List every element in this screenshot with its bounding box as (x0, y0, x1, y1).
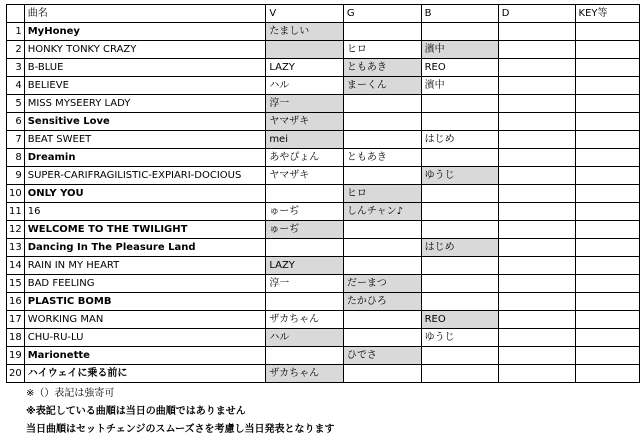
drums-cell (498, 203, 575, 221)
vocal-cell: LAZY (266, 257, 344, 275)
song-title: RAIN IN MY HEART (24, 257, 266, 275)
vocal-cell: 淳一 (266, 95, 344, 113)
key-cell (575, 167, 639, 185)
header-row (7, 5, 640, 23)
table-row (7, 329, 640, 347)
guitar-cell (343, 95, 421, 113)
header-drums: D (498, 5, 575, 23)
bass-cell: 濱中 (421, 41, 498, 59)
song-title: MISS MYSEERY LADY (24, 95, 266, 113)
row-number: 8 (7, 149, 25, 167)
key-cell (575, 329, 639, 347)
guitar-cell (343, 23, 421, 41)
header-number (7, 5, 25, 23)
key-cell (575, 131, 639, 149)
bass-cell (421, 185, 498, 203)
table-row (7, 95, 640, 113)
drums-cell (498, 329, 575, 347)
row-number: 16 (7, 293, 25, 311)
key-cell (575, 95, 639, 113)
key-cell (575, 77, 639, 95)
guitar-cell (343, 311, 421, 329)
song-title: WELCOME TO THE TWILIGHT (24, 221, 266, 239)
row-number: 6 (7, 113, 25, 131)
key-cell (575, 293, 639, 311)
vocal-cell: 淳一 (266, 275, 344, 293)
table-row (7, 365, 640, 383)
drums-cell (498, 167, 575, 185)
note-line-1: ※（）表記は強寄可 (26, 388, 115, 399)
vocal-cell (266, 41, 344, 59)
guitar-cell (343, 131, 421, 149)
song-title: Dancing In The Pleasure Land (24, 239, 266, 257)
song-title: B-BLUE (24, 59, 266, 77)
row-number: 2 (7, 41, 25, 59)
row-number: 4 (7, 77, 25, 95)
table-row (7, 203, 640, 221)
vocal-cell: ハル (266, 77, 344, 95)
bass-cell (421, 275, 498, 293)
song-title: 16 (24, 203, 266, 221)
table-row (7, 311, 640, 329)
guitar-cell: ともあき (343, 149, 421, 167)
table-row (7, 113, 640, 131)
key-cell (575, 23, 639, 41)
row-number: 18 (7, 329, 25, 347)
drums-cell (498, 311, 575, 329)
row-number: 10 (7, 185, 25, 203)
guitar-cell (343, 221, 421, 239)
table-row (7, 41, 640, 59)
bass-cell: ゆうじ (421, 167, 498, 185)
drums-cell (498, 185, 575, 203)
row-number: 13 (7, 239, 25, 257)
guitar-cell: たかひろ (343, 293, 421, 311)
song-title: Sensitive Love (24, 113, 266, 131)
bass-cell (421, 95, 498, 113)
key-cell (575, 275, 639, 293)
vocal-cell: mei (266, 131, 344, 149)
vocal-cell: ヤマザキ (266, 113, 344, 131)
vocal-cell: ザカちゃん (266, 311, 344, 329)
song-title: BAD FEELING (24, 275, 266, 293)
guitar-cell (343, 257, 421, 275)
header-guitar: G (343, 5, 421, 23)
drums-cell (498, 77, 575, 95)
vocal-cell (266, 185, 344, 203)
drums-cell (498, 131, 575, 149)
drums-cell (498, 365, 575, 383)
guitar-cell: まーくん (343, 77, 421, 95)
bass-cell (421, 221, 498, 239)
guitar-cell (343, 329, 421, 347)
header-bass: B (421, 5, 498, 23)
vocal-cell: LAZY (266, 59, 344, 77)
bass-cell (421, 149, 498, 167)
row-number: 14 (7, 257, 25, 275)
row-number: 9 (7, 167, 25, 185)
table-row (7, 77, 640, 95)
table-row (7, 185, 640, 203)
bass-cell (421, 257, 498, 275)
guitar-cell (343, 167, 421, 185)
song-title: BEAT SWEET (24, 131, 266, 149)
bass-cell (421, 203, 498, 221)
drums-cell (498, 23, 575, 41)
song-title: ONLY YOU (24, 185, 266, 203)
row-number: 11 (7, 203, 25, 221)
header-vocal: V (266, 5, 344, 23)
song-title: Marionette (24, 347, 266, 365)
bass-cell: REO (421, 59, 498, 77)
table-row (7, 239, 640, 257)
row-number: 20 (7, 365, 25, 383)
table-row (7, 347, 640, 365)
vocal-cell: ザカちゃん (266, 365, 344, 383)
guitar-cell: ヒロ (343, 185, 421, 203)
table-row (7, 23, 640, 41)
vocal-cell: ゅーぢ (266, 221, 344, 239)
vocal-cell: あやぴょん (266, 149, 344, 167)
key-cell (575, 347, 639, 365)
song-title: ハイウェイに乗る前に (24, 365, 266, 383)
bass-cell: はじめ (421, 239, 498, 257)
note-line-2: ※表記している曲順は当日の曲順ではありません (26, 406, 246, 417)
bass-cell (421, 23, 498, 41)
drums-cell (498, 59, 575, 77)
drums-cell (498, 347, 575, 365)
row-number: 5 (7, 95, 25, 113)
guitar-cell (343, 113, 421, 131)
drums-cell (498, 149, 575, 167)
guitar-cell: だーまつ (343, 275, 421, 293)
guitar-cell (343, 239, 421, 257)
guitar-cell: ヒロ (343, 41, 421, 59)
table-row (7, 221, 640, 239)
row-number: 12 (7, 221, 25, 239)
vocal-cell: ゅーぢ (266, 203, 344, 221)
table-row (7, 257, 640, 275)
song-title: WORKING MAN (24, 311, 266, 329)
setlist-table (6, 4, 640, 383)
table-row (7, 59, 640, 77)
drums-cell (498, 239, 575, 257)
header-key: KEY等 (575, 5, 639, 23)
key-cell (575, 239, 639, 257)
key-cell (575, 221, 639, 239)
row-number: 19 (7, 347, 25, 365)
vocal-cell (266, 293, 344, 311)
key-cell (575, 59, 639, 77)
bass-cell (421, 347, 498, 365)
header-song: 曲名 (24, 5, 266, 23)
song-title: PLASTIC BOMB (24, 293, 266, 311)
drums-cell (498, 41, 575, 59)
guitar-cell (343, 365, 421, 383)
drums-cell (498, 113, 575, 131)
table-row (7, 293, 640, 311)
table-row (7, 275, 640, 293)
key-cell (575, 203, 639, 221)
drums-cell (498, 95, 575, 113)
song-title: CHU-RU-LU (24, 329, 266, 347)
vocal-cell: ハル (266, 329, 344, 347)
row-number: 7 (7, 131, 25, 149)
bass-cell (421, 293, 498, 311)
bass-cell (421, 365, 498, 383)
drums-cell (498, 293, 575, 311)
key-cell (575, 365, 639, 383)
key-cell (575, 149, 639, 167)
key-cell (575, 113, 639, 131)
song-title: SUPER-CARIFRAGILISTIC-EXPIARI-DOCIOUS (24, 167, 266, 185)
bass-cell (421, 113, 498, 131)
row-number: 1 (7, 23, 25, 41)
vocal-cell: ヤマザキ (266, 167, 344, 185)
guitar-cell: ひでさ (343, 347, 421, 365)
vocal-cell: たましい (266, 23, 344, 41)
row-number: 17 (7, 311, 25, 329)
song-title: MyHoney (24, 23, 266, 41)
key-cell (575, 185, 639, 203)
drums-cell (498, 275, 575, 293)
key-cell (575, 311, 639, 329)
key-cell (575, 257, 639, 275)
key-cell (575, 41, 639, 59)
vocal-cell (266, 239, 344, 257)
table-row (7, 131, 640, 149)
note-line-3: 当日曲順はセットチェンジのスムーズさを考慮し当日発表となります (26, 424, 335, 435)
song-title: BELIEVE (24, 77, 266, 95)
table-row (7, 167, 640, 185)
bass-cell: はじめ (421, 131, 498, 149)
row-number: 3 (7, 59, 25, 77)
bass-cell: ゆうじ (421, 329, 498, 347)
bass-cell: 濱中 (421, 77, 498, 95)
table-row (7, 149, 640, 167)
row-number: 15 (7, 275, 25, 293)
drums-cell (498, 257, 575, 275)
guitar-cell: しんチャン♪ (343, 203, 421, 221)
vocal-cell (266, 347, 344, 365)
drums-cell (498, 221, 575, 239)
guitar-cell: ともあき (343, 59, 421, 77)
song-title: HONKY TONKY CRAZY (24, 41, 266, 59)
bass-cell: REO (421, 311, 498, 329)
song-title: Dreamin (24, 149, 266, 167)
